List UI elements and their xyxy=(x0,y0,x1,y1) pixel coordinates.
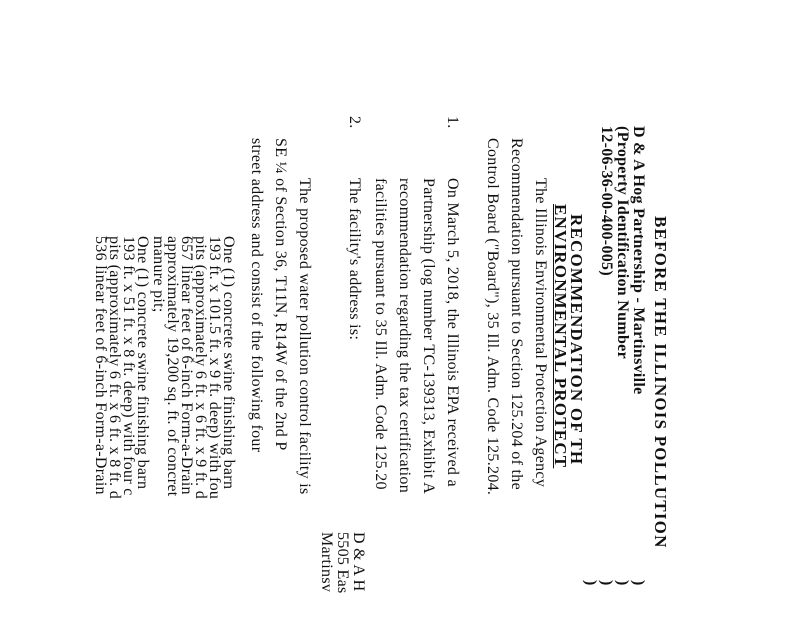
body-line-1: The proposed water pollution control facility is xyxy=(296,178,313,495)
item1-line-3: pits (approximately 6 ft. x 6 ft. x 9 ft. d xyxy=(192,236,209,500)
item1-line-2: 193 ft. x 101.5 ft. x 9 ft. deep) with fou xyxy=(206,236,223,500)
body-line-2: SE ¼ of Section 36, T11N, R14W of the 2nd P xyxy=(272,138,289,451)
item2-line-2: 193 ft. x 51 ft. x 8 ft. deep) with four c xyxy=(120,236,137,496)
intro-line-3: Control Board ("Board"), 35 Ill. Adm. Code 125.204. xyxy=(484,138,501,496)
caption-brackets xyxy=(646,588,655,618)
body-line-3: street address and consist of the following four xyxy=(248,138,265,453)
para1-line-1: On March 5, 2018, the Illinois EPA received a xyxy=(444,178,461,487)
item1-line-1: One (1) concrete swine finishing barn xyxy=(220,236,237,490)
address-line-1: D & A H xyxy=(350,532,367,592)
scanned-document-page: BEFORE THE ILLINOIS POLLUTION RECOMMENDATION OF TH ENVIRONMENTAL PROTECT D & A Hog Partnership - Martinsville (Property Identification Number 12-06-36-00-400-005) ) ) ) ) The Illinois Environmental Protection Agency Recommendation pursuant to Section 125.204 of the Control Board ("Board"), 35 Ill. Adm. Code 125.204. 1. On March 5, 2018, the Illinois EPA received a Partnership (log number TC-139313, Exhibit A recommendation regarding the tax certification facilities pursuant to 35 Ill. Adm. Code 125.20 2. The facility's address is: D & A H 5505 Eas Martinsv The proposed water pollution control facility is SE ¼ of Section 36, T11N, R14W of the 2nd P street address and consist of the following four One (1) concrete swine finishing barn 193 ft. x 101.5 ft. x 9 ft. deep) with fou pits (approximately 6 ft. x 6 ft. x 9 ft. d 657 linear feet of 6-inch Form-a-Drain approximately 19,200 sq. ft. of concret manure pit; One (1) concrete swine finishing barn 193 ft. x 51 ft. x 8 ft. deep) with four c pits (approximately 6 ft. x 6 ft. x 8 ft. d 536 linear feet of 6-inch Form-a-Drain xyxy=(0,0,800,618)
section-subheading: ENVIRONMENTAL PROTECT xyxy=(551,204,570,469)
caption-pin: 12-06-36-00-400-005) xyxy=(598,126,615,276)
para1-line-4: facilities pursuant to 35 Ill. Adm. Code 125.20 xyxy=(372,178,389,490)
address-line-3: Martinsv xyxy=(318,532,335,593)
para1-number: 1. xyxy=(444,116,461,129)
para1-line-2: Partnership (log number TC-139313, Exhibit A xyxy=(420,178,437,494)
item1-line-5: approximately 19,200 sq. ft. of concret xyxy=(164,236,181,497)
document-title: BEFORE THE ILLINOIS POLLUTION xyxy=(651,216,670,549)
address-line-2: 5505 Eas xyxy=(334,532,351,594)
section-heading: RECOMMENDATION OF TH xyxy=(567,214,586,466)
item2-line-1: One (1) concrete swine finishing barn xyxy=(134,236,151,490)
intro-line-2: Recommendation pursuant to Section 125.204 of the xyxy=(508,138,525,490)
para1-line-3: recommendation regarding the tax certification xyxy=(396,178,413,494)
item2-line-4: 536 linear feet of 6-inch Form-a-Drain xyxy=(92,236,109,495)
caption-party: D & A Hog Partnership - Martinsville xyxy=(630,126,647,395)
para2-number: 2. xyxy=(346,116,363,129)
caption-pin-label: (Property Identification Number xyxy=(614,126,631,359)
item1-line-6: manure pit; xyxy=(150,236,167,313)
para2-lead: The facility's address is: xyxy=(346,178,363,341)
intro-line-1: The Illinois Environmental Protection Agency xyxy=(532,178,549,488)
item1-line-4: 657 linear feet of 6-inch Form-a-Drain xyxy=(178,236,195,495)
item2-line-3: pits (approximately 6 ft. x 6 ft. x 8 ft. d xyxy=(106,236,123,500)
